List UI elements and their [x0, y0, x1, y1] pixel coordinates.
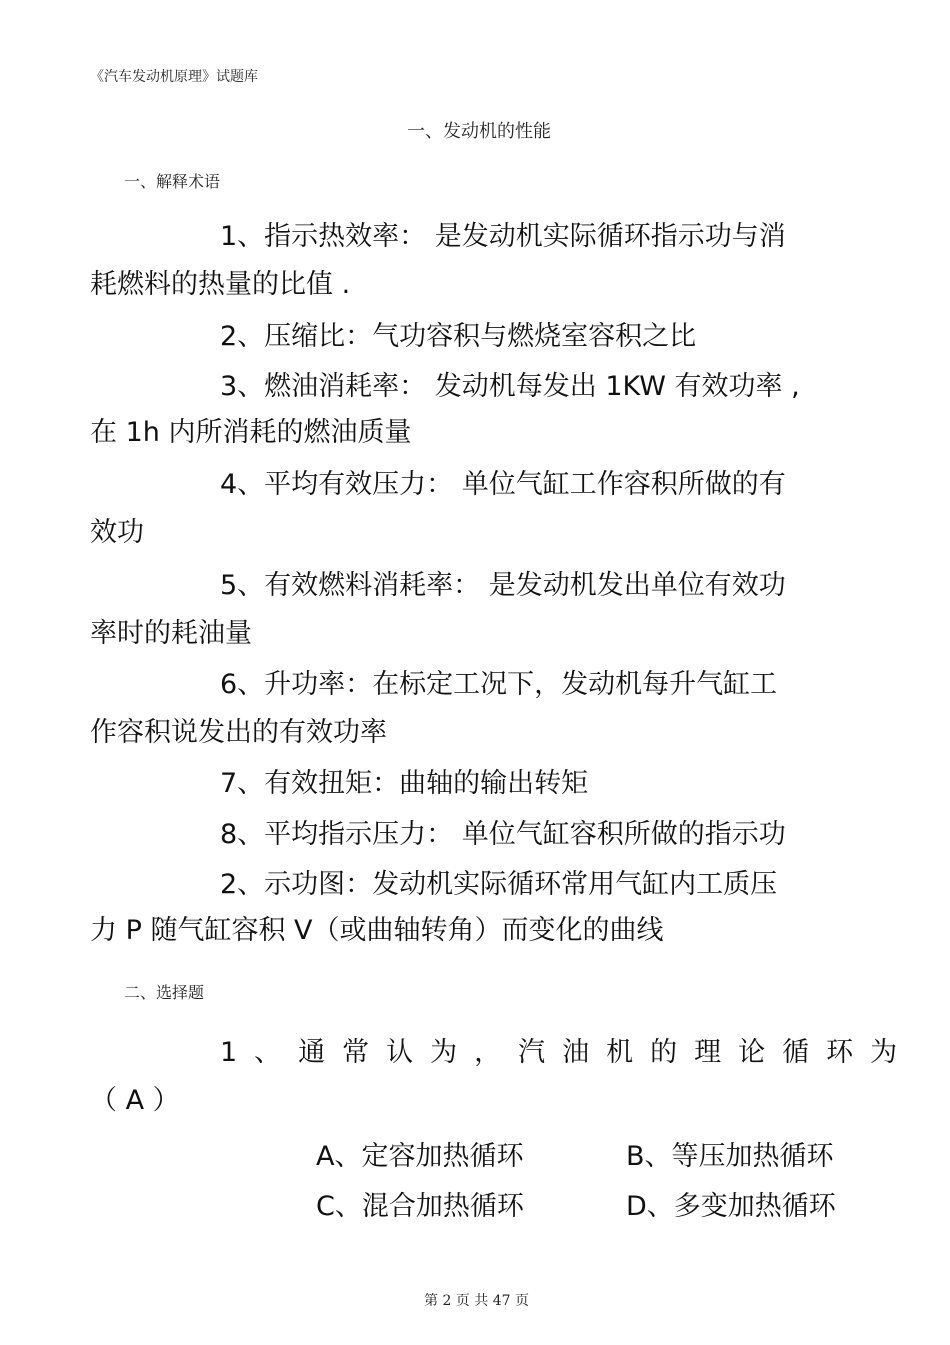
term-6-line2: 作容积说发出的有效功率 [90, 717, 387, 748]
chapter-title: 一、发动机的性能 [407, 121, 551, 142]
question-1-answer: （ A ） [90, 1085, 180, 1116]
term-4-line2: 效功 [90, 517, 144, 548]
term-8-line1: 8、平均指示压力： 单位气缸容积所做的指示功 [220, 819, 786, 850]
question-1-option-a: A、定容加热循环 [316, 1141, 524, 1172]
term-3-line2: 在 1h 内所消耗的燃油质量 [90, 417, 412, 448]
term-6-line1: 6、升功率：在标定工况下，发动机每升气缸工 [220, 669, 778, 700]
term-4-line1: 4、平均有效压力： 单位气缸工作容积所做的有 [220, 469, 786, 500]
term-5-line1: 5、有效燃料消耗率： 是发动机发出单位有效功 [220, 570, 786, 601]
section-heading-choice: 二、选择题 [124, 983, 205, 1002]
term-2-line1: 2、压缩比：气功容积与燃烧室容积之比 [220, 321, 697, 352]
term-1-line2: 耗燃料的热量的比值 . [90, 269, 351, 300]
term-9-line1: 2、示功图：发动机实际循环常用气缸内工质压 [220, 869, 778, 900]
question-1-option-c: C、混合加热循环 [316, 1191, 524, 1222]
term-3-line1: 3、燃油消耗率： 发动机每发出 1KW 有效功率 , [220, 371, 800, 402]
term-7-line1: 7、有效扭矩：曲轴的输出转矩 [220, 768, 589, 799]
term-9-line2: 力 P 随气缸容积 V（或曲轴转角）而变化的曲线 [90, 915, 664, 946]
section-heading-terms: 一、解释术语 [124, 172, 221, 191]
term-1-line1: 1、指示热效率： 是发动机实际循环指示功与消 [220, 221, 786, 252]
document-header: 《汽车发动机原理》试题库 [90, 69, 258, 85]
term-5-line2: 率时的耗油量 [90, 618, 252, 649]
question-1-option-d: D、多变加热循环 [626, 1191, 836, 1222]
page-footer: 第 2 页 共 47 页 [424, 1293, 529, 1309]
question-1-option-b: B、等压加热循环 [626, 1141, 834, 1172]
question-1-stem: 1、通常认为，汽油机的理论循环为 [220, 1037, 915, 1068]
